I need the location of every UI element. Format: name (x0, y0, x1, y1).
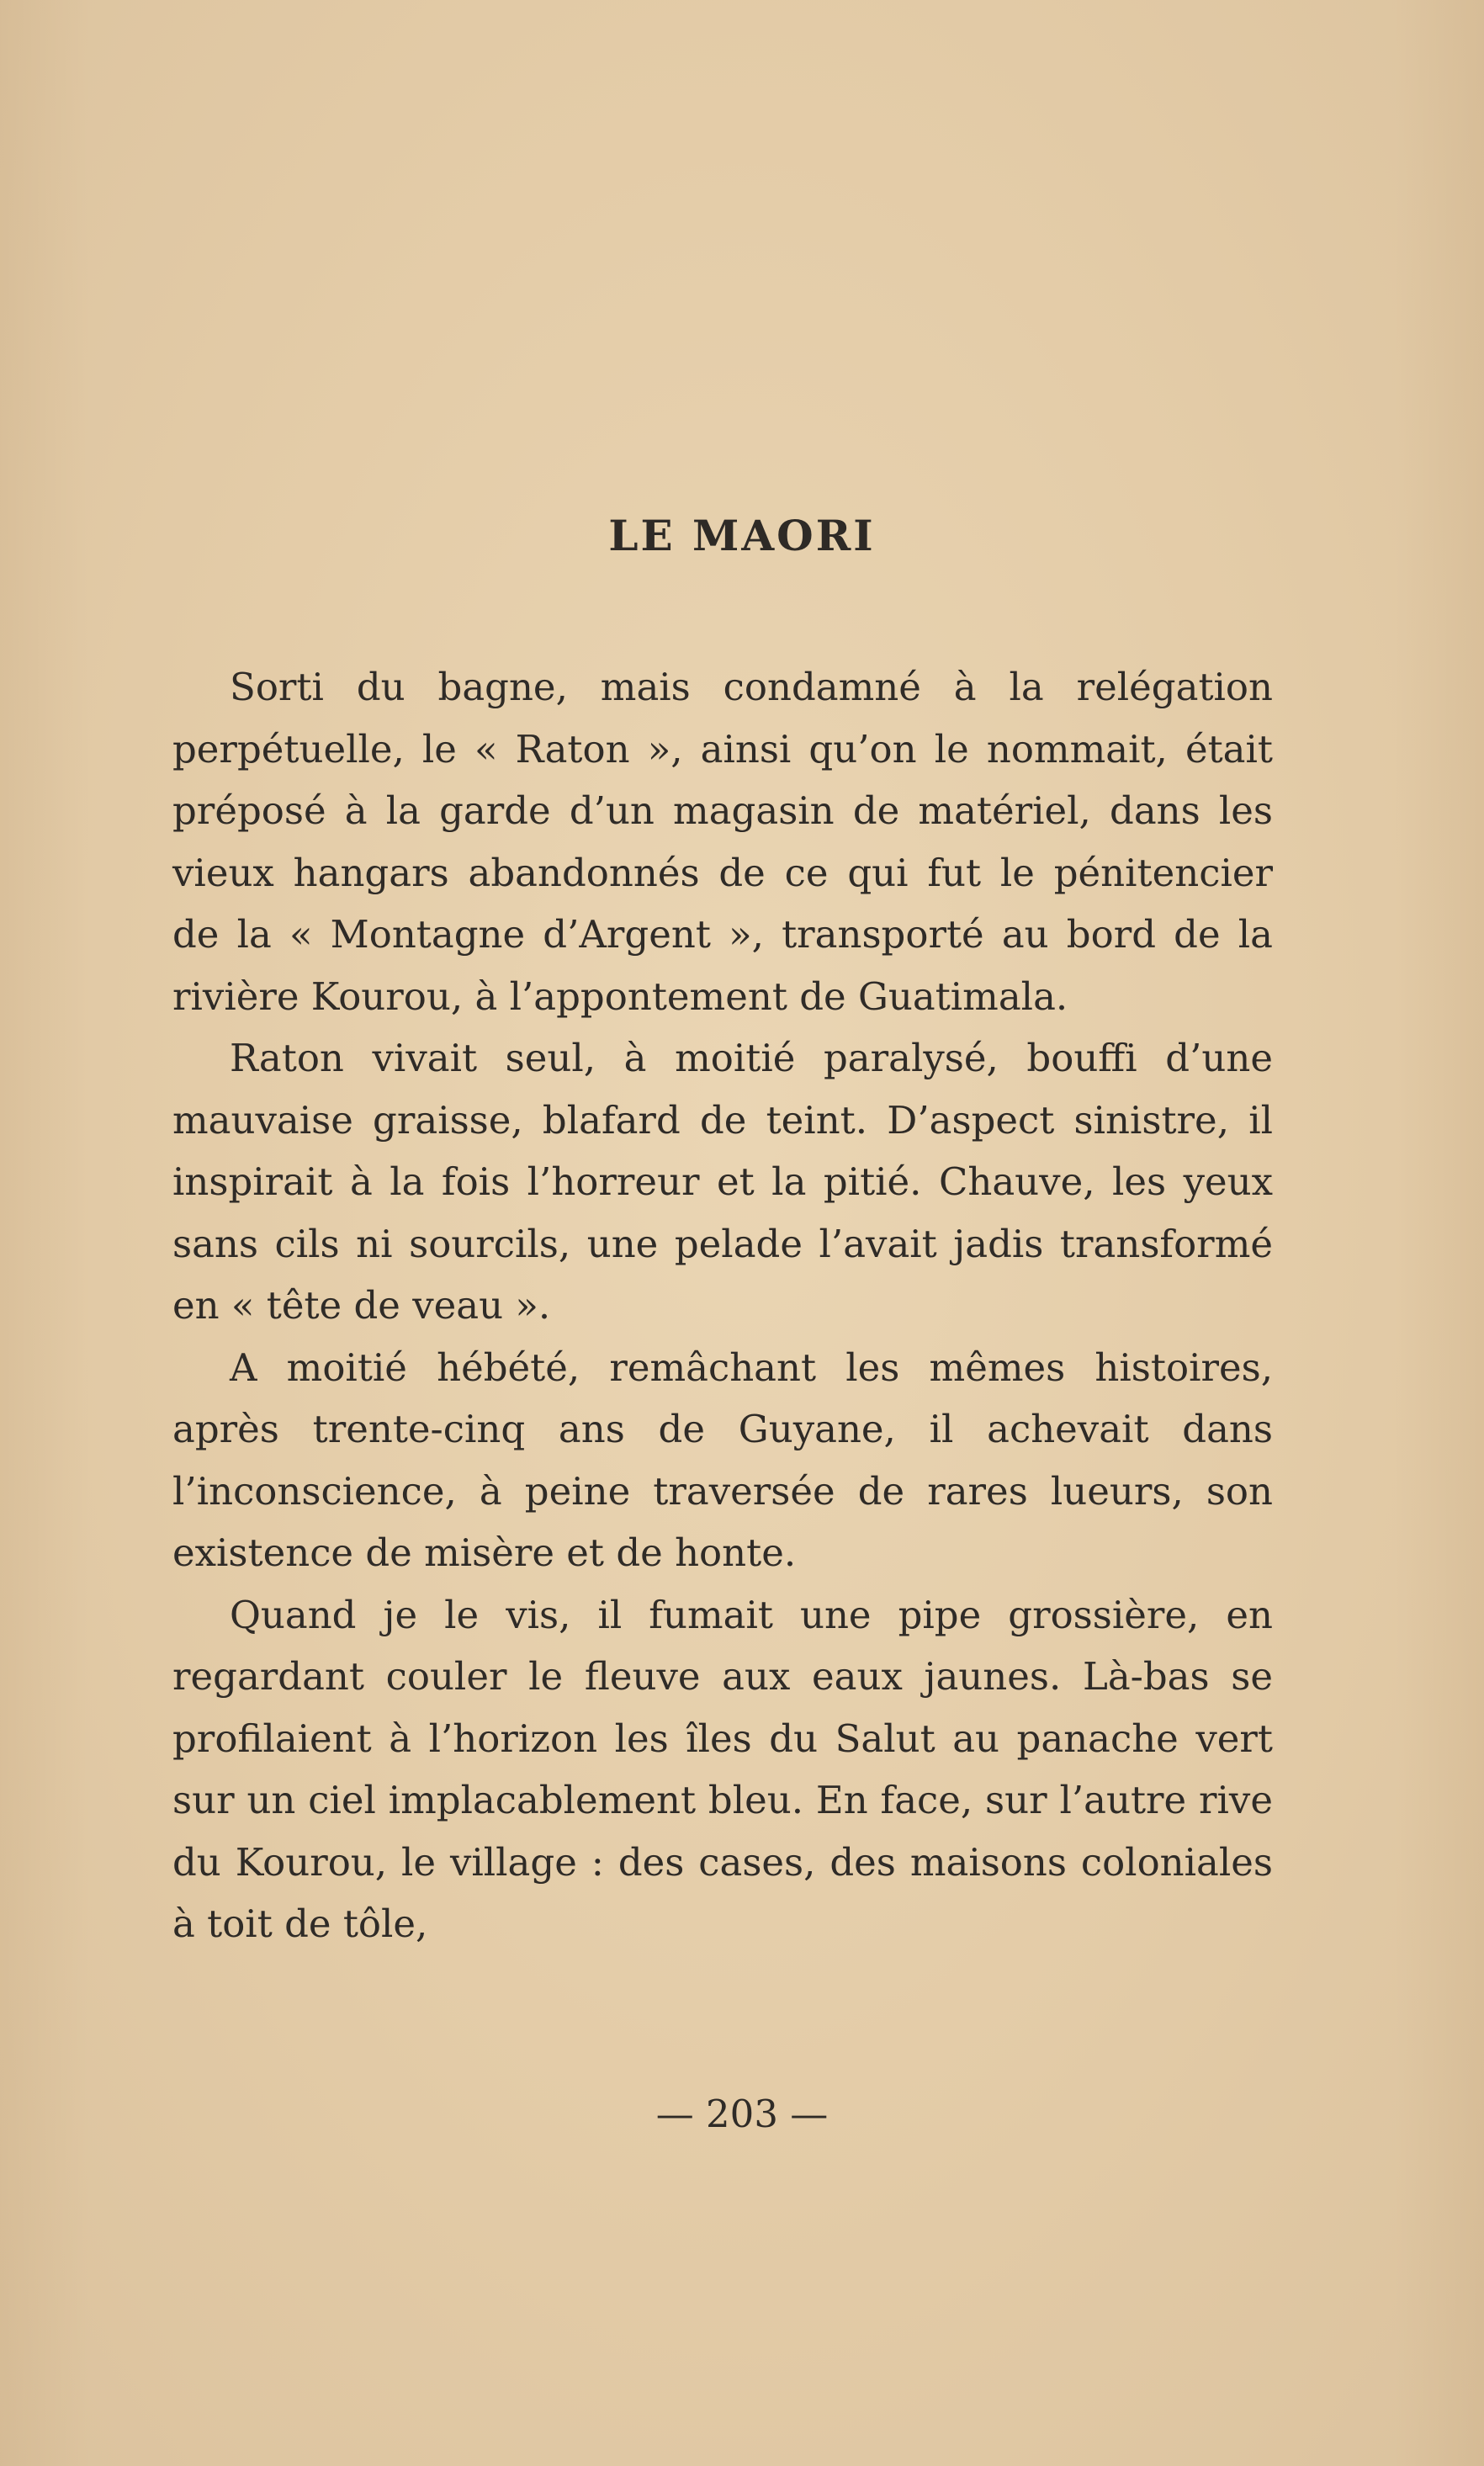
paragraph: Quand je le vis, il fumait une pipe grossière, en regardant couler le fleuve aux eaux jaunes. Là-bas se profilaient à l’horizon les îles du Salut au panache vert sur un ciel implacablement bleu. En face, sur l’autre rive du Kourou, le village : des cases, des maisons coloniales à toit de tôle, (172, 1592, 1273, 1946)
paragraph: A moitié hébété, remâchant les mêmes histoires, après trente-cinq ans de Guyane, il achevait dans l’inconscience, à peine traversée de rares lueurs, son existence de misère et de honte. (172, 1344, 1273, 1575)
paragraph: Raton vivait seul, à moitié paralysé, bouffi d’une mauvaise graisse, blafard de teint. D’aspect sinistre, il inspirait à la fois l’horreur et la pitié. Chauve, les yeux sans cils ni sourcils, une pelade l’avait jadis transformé en « tête de veau ». (172, 1036, 1273, 1328)
chapter-body (172, 656, 1273, 1955)
chapter-title: LE MAORI (608, 511, 876, 560)
paragraph: Sorti du bagne, mais condamné à la relégation perpétuelle, le « Raton », ainsi qu’on le nommait, était préposé à la garde d’un magasin de matériel, dans les vieux hangars abandonnés de ce qui fut le pénitencier de la « Montagne d’Argent », transporté au bord de la rivière Kourou, à l’appontement de Guatimala. (172, 665, 1273, 1019)
page-number: — 203 — (655, 2092, 829, 2136)
